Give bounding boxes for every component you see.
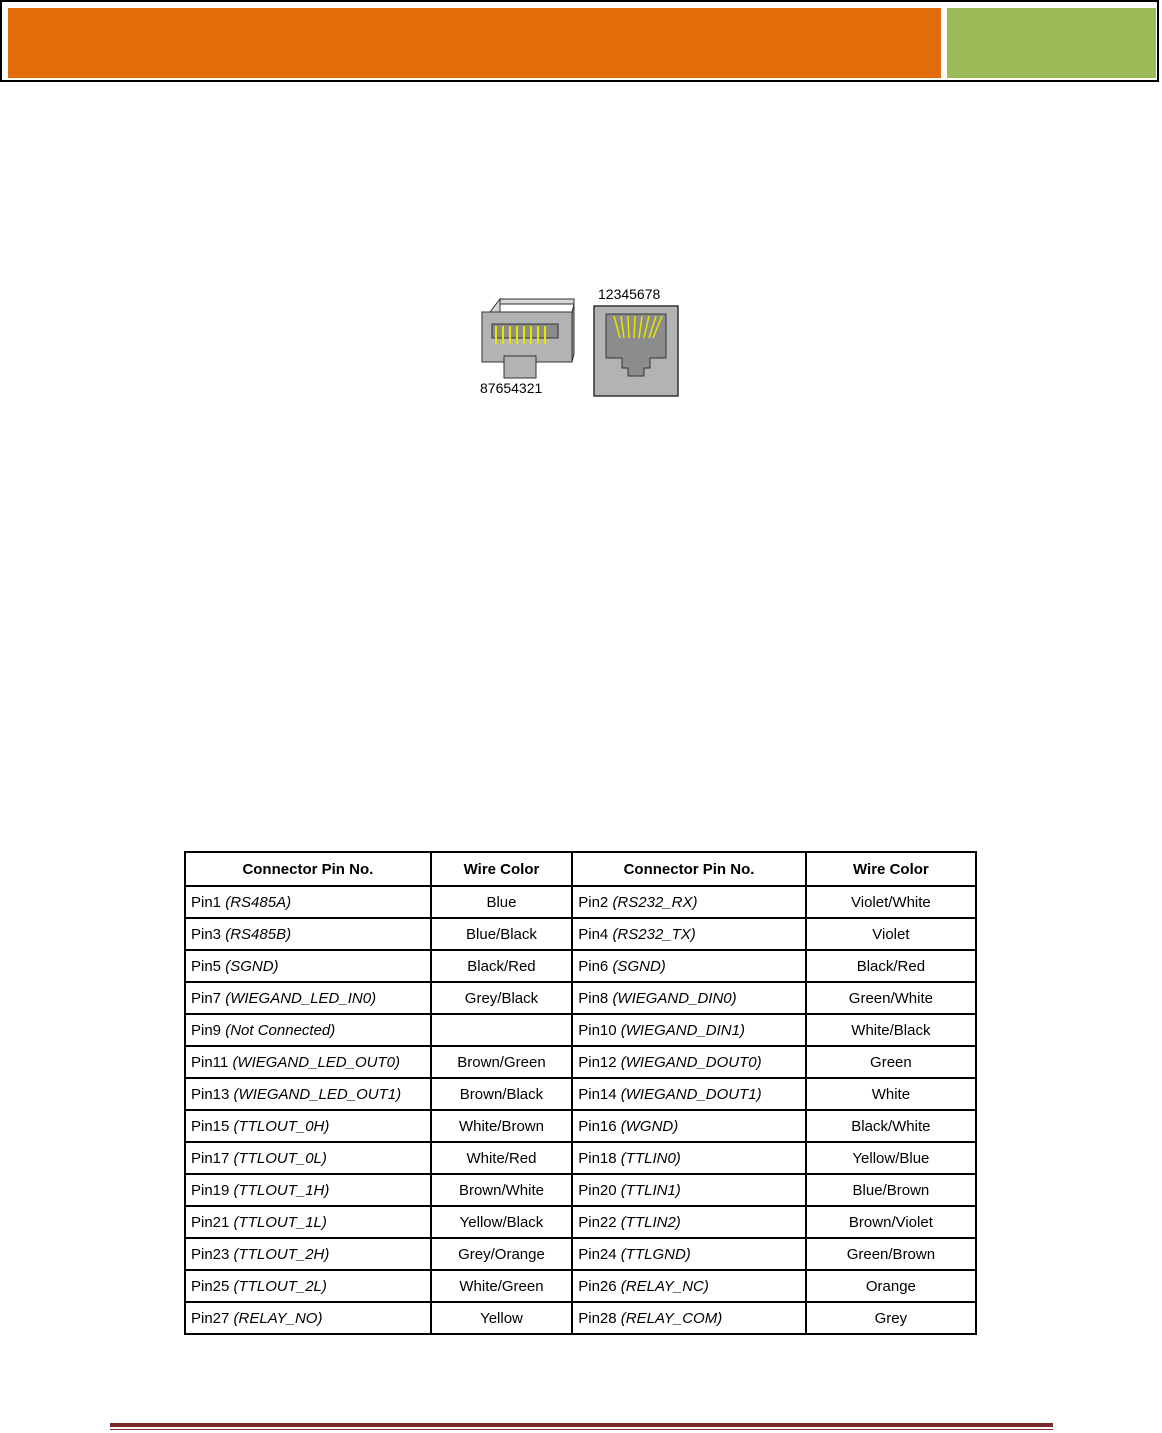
wire-color-cell: Black/Red (806, 950, 976, 982)
pin-number: Pin17 (191, 1149, 230, 1167)
wire-color-cell: Black/White (806, 1110, 976, 1142)
wire-color-cell: Grey (806, 1302, 976, 1334)
pin-number: Pin7 (191, 989, 222, 1007)
wire-color-cell: Black/Red (431, 950, 573, 982)
pin-number: Pin27 (191, 1309, 230, 1327)
connector-pin-cell (185, 1078, 431, 1110)
connector-pin-cell (572, 1046, 806, 1078)
pin-number: Pin9 (191, 1021, 222, 1039)
table-row (185, 886, 976, 918)
rj45-plug-icon (482, 299, 574, 378)
pin-number: Pin21 (191, 1213, 230, 1231)
jack-pin-order-label: 12345678 (598, 286, 661, 302)
connector-pin-cell (185, 1110, 431, 1142)
pin-signal-name: (RS232_RX) (612, 893, 698, 911)
connector-pin-cell (572, 1206, 806, 1238)
plug-pin-order-label: 87654321 (480, 380, 543, 396)
pin-number: Pin20 (578, 1181, 617, 1199)
header-connector-pin-a: Connector Pin No. (185, 852, 431, 886)
pin-signal-name: (RELAY_COM) (620, 1309, 723, 1327)
connector-pin-cell (572, 886, 806, 918)
pin-signal-name: (WIEGAND_DOUT0) (620, 1053, 762, 1071)
wire-color-cell: Blue/Black (431, 918, 573, 950)
connector-pin-cell (185, 918, 431, 950)
pin-number: Pin26 (578, 1277, 617, 1295)
rj45-jack-icon (594, 306, 678, 396)
table-row (185, 918, 976, 950)
pin-number: Pin4 (578, 925, 609, 943)
connector-pin-cell (185, 1270, 431, 1302)
pin-signal-name: (WIEGAND_DIN1) (620, 1021, 745, 1039)
pin-number: Pin23 (191, 1245, 230, 1263)
connector-pin-cell (572, 918, 806, 950)
connector-pin-cell (185, 1302, 431, 1334)
rj45-connector-diagram (470, 282, 690, 406)
table-header-row (185, 852, 976, 886)
pin-wire-color-table (184, 851, 977, 1335)
pin-signal-name: (WIEGAND_LED_OUT0) (232, 1053, 400, 1071)
table-row (185, 1206, 976, 1238)
pin-signal-name: (WIEGAND_LED_OUT1) (233, 1085, 402, 1103)
pin-number: Pin15 (191, 1117, 230, 1135)
table-row (185, 1142, 976, 1174)
pin-signal-name: (TTLOUT_0H) (233, 1117, 330, 1135)
pin-signal-name: (RELAY_NO) (233, 1309, 323, 1327)
pin-number: Pin13 (191, 1085, 230, 1103)
table-row (185, 1110, 976, 1142)
table-row (185, 950, 976, 982)
wire-color-cell: Orange (806, 1270, 976, 1302)
connector-pin-cell (185, 982, 431, 1014)
pin-number: Pin12 (578, 1053, 617, 1071)
connector-pin-cell (185, 1142, 431, 1174)
connector-pin-cell (572, 950, 806, 982)
connector-pin-cell (572, 1270, 806, 1302)
pin-signal-name: (SGND) (225, 957, 279, 975)
connector-pin-cell (572, 1014, 806, 1046)
header-connector-pin-b: Connector Pin No. (572, 852, 806, 886)
wire-color-cell: White/Black (806, 1014, 976, 1046)
connector-pin-cell (572, 1110, 806, 1142)
pin-signal-name: (RELAY_NC) (620, 1277, 709, 1295)
pin-signal-name: (WIEGAND_DOUT1) (620, 1085, 762, 1103)
wire-color-cell: Green/White (806, 982, 976, 1014)
pin-signal-name: (RS485B) (225, 925, 292, 943)
pin-number: Pin10 (578, 1021, 617, 1039)
wire-color-cell: Violet/White (806, 886, 976, 918)
wire-color-cell: White/Brown (431, 1110, 573, 1142)
wire-color-cell: Grey/Orange (431, 1238, 573, 1270)
connector-pin-cell (572, 1142, 806, 1174)
wire-color-cell: Yellow/Black (431, 1206, 573, 1238)
wire-color-cell: Blue/Brown (806, 1174, 976, 1206)
wire-color-cell: White/Red (431, 1142, 573, 1174)
pin-signal-name: (TTLOUT_0L) (233, 1149, 327, 1167)
wire-color-cell: Blue (431, 886, 573, 918)
pin-signal-name: (TTLOUT_1H) (233, 1181, 330, 1199)
pin-signal-name: (WIEGAND_DIN0) (612, 989, 737, 1007)
pin-signal-name: (WGND) (620, 1117, 679, 1135)
header-wire-color-b: Wire Color (806, 852, 976, 886)
wire-color-cell (431, 1014, 573, 1046)
pin-number: Pin5 (191, 957, 222, 975)
footer-rule (110, 1423, 1053, 1427)
connector-pin-cell (185, 1206, 431, 1238)
wire-color-cell: Brown/Black (431, 1078, 573, 1110)
pin-number: Pin18 (578, 1149, 617, 1167)
connector-pin-cell (185, 1046, 431, 1078)
connector-pin-cell (572, 1174, 806, 1206)
pin-signal-name: (Not Connected) (225, 1021, 336, 1039)
wire-color-cell: Green/Brown (806, 1238, 976, 1270)
connector-pin-cell (185, 1014, 431, 1046)
pin-number: Pin3 (191, 925, 222, 943)
pin-signal-name: (TTLIN2) (620, 1213, 681, 1231)
pin-signal-name: (TTLOUT_1L) (233, 1213, 327, 1231)
wire-color-cell: Yellow/Blue (806, 1142, 976, 1174)
pin-signal-name: (TTLGND) (620, 1245, 691, 1263)
table-row (185, 1238, 976, 1270)
wire-color-cell: Brown/Green (431, 1046, 573, 1078)
connector-pin-cell (185, 950, 431, 982)
pin-signal-name: (TTLOUT_2H) (233, 1245, 330, 1263)
pin-signal-name: (SGND) (612, 957, 666, 975)
wire-color-cell: White/Green (431, 1270, 573, 1302)
header-green-block (947, 8, 1156, 78)
connector-pin-cell (185, 1238, 431, 1270)
pin-number: Pin19 (191, 1181, 230, 1199)
pin-number: Pin22 (578, 1213, 617, 1231)
wire-color-cell: Grey/Black (431, 982, 573, 1014)
connector-pin-cell (572, 1302, 806, 1334)
wire-color-cell: Green (806, 1046, 976, 1078)
table-row (185, 982, 976, 1014)
pin-number: Pin16 (578, 1117, 617, 1135)
footer-rule-thin (110, 1429, 1053, 1430)
pin-number: Pin24 (578, 1245, 617, 1263)
connector-pin-cell (572, 1078, 806, 1110)
pin-signal-name: (RS485A) (225, 893, 292, 911)
connector-pin-cell (185, 1174, 431, 1206)
pin-number: Pin25 (191, 1277, 230, 1295)
table-row (185, 1174, 976, 1206)
wire-color-cell: Violet (806, 918, 976, 950)
wire-color-cell: Brown/White (431, 1174, 573, 1206)
connector-pin-cell (185, 886, 431, 918)
connector-pin-cell (572, 982, 806, 1014)
table-row (185, 1014, 976, 1046)
header-bar (0, 0, 1159, 82)
pin-number: Pin11 (191, 1053, 229, 1071)
pin-signal-name: (RS232_TX) (612, 925, 696, 943)
table-row (185, 1046, 976, 1078)
pin-number: Pin8 (578, 989, 609, 1007)
wire-color-cell: Brown/Violet (806, 1206, 976, 1238)
wire-color-cell: Yellow (431, 1302, 573, 1334)
pin-number: Pin28 (578, 1309, 617, 1327)
wire-color-cell: White (806, 1078, 976, 1110)
pin-number: Pin1 (191, 893, 222, 911)
header-orange-block (8, 8, 941, 78)
pin-signal-name: (TTLOUT_2L) (233, 1277, 327, 1295)
table-row (185, 1078, 976, 1110)
pin-signal-name: (WIEGAND_LED_IN0) (225, 989, 377, 1007)
pin-number: Pin2 (578, 893, 609, 911)
pin-signal-name: (TTLIN0) (620, 1149, 681, 1167)
pin-number: Pin14 (578, 1085, 617, 1103)
header-wire-color-a: Wire Color (431, 852, 573, 886)
table-row (185, 1302, 976, 1334)
connector-pin-cell (572, 1238, 806, 1270)
table-row (185, 1270, 976, 1302)
pin-number: Pin6 (578, 957, 609, 975)
pin-signal-name: (TTLIN1) (620, 1181, 681, 1199)
